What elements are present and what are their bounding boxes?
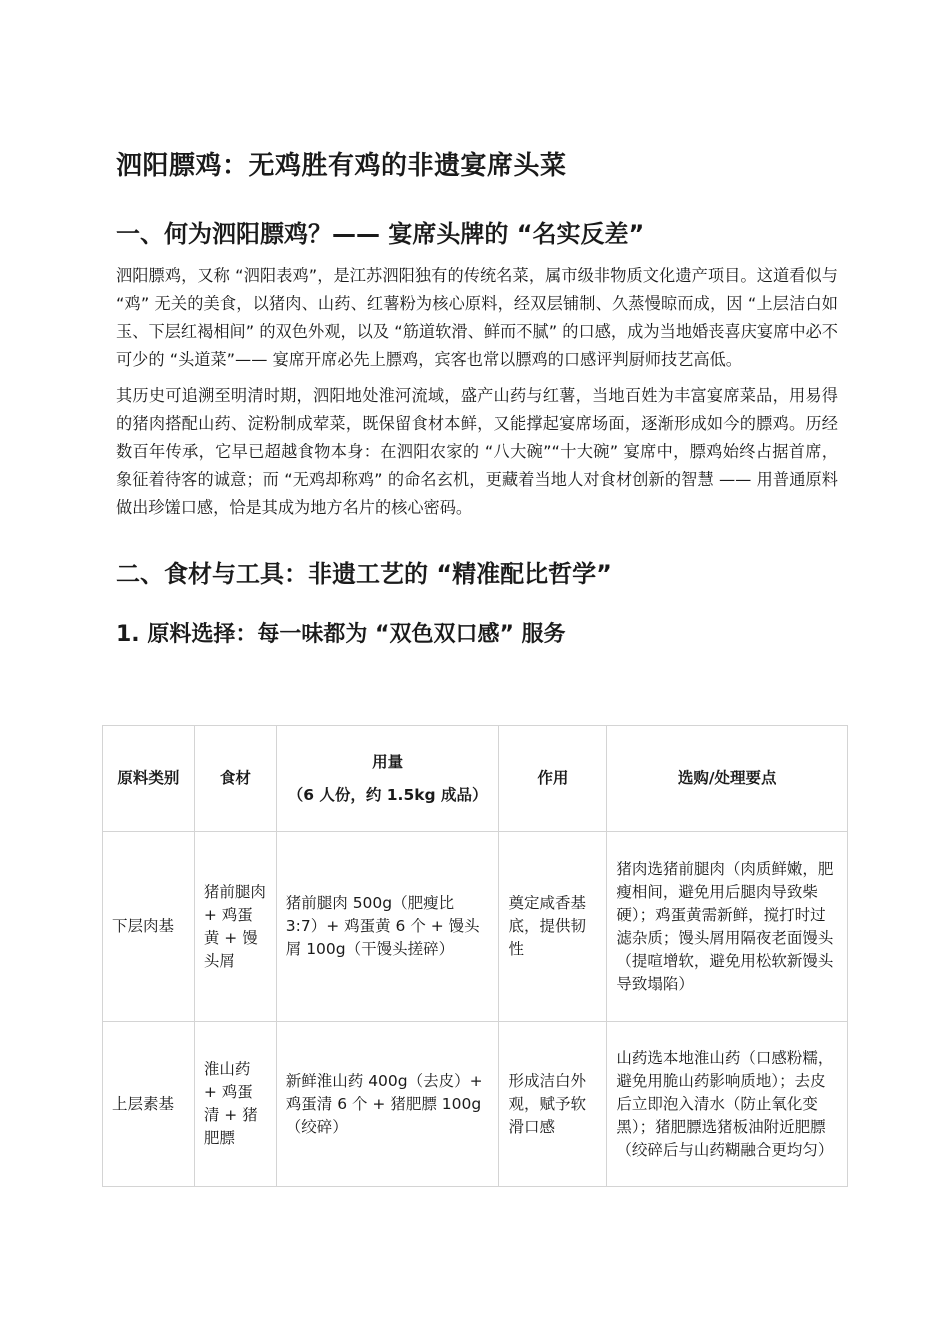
header-ingredient: 食材 — [194, 726, 276, 832]
ingredients-table — [102, 725, 848, 1187]
section-1-heading: 一、何为泗阳膘鸡？—— 宴席头牌的 “名实反差” — [116, 220, 645, 248]
header-role: 作用 — [499, 726, 607, 832]
cell-amount: 猪前腿肉 500g（肥瘦比 3:7）+ 鸡蛋黄 6 个 + 馒头屑 100g（干馒头搓碎） — [276, 832, 499, 1022]
cell-ingredient: 猪前腿肉 + 鸡蛋黄 + 馒头屑 — [194, 832, 276, 1022]
table-header-row — [103, 726, 848, 832]
cell-amount: 新鲜淮山药 400g（去皮）+ 鸡蛋清 6 个 + 猪肥膘 100g（绞碎） — [276, 1022, 499, 1187]
table-row — [103, 832, 848, 1022]
cell-tips: 猪肉选猪前腿肉（肉质鲜嫩，肥瘦相间，避免用后腿肉导致柴硬）；鸡蛋黄需新鲜，搅打时过滤杂质；馒头屑用隔夜老面馒头（提喧增软，避免用松软新馒头导致塌陷） — [607, 832, 848, 1022]
document-page — [116, 146, 838, 652]
header-amount-subtitle: （6 人份，约 1.5kg 成品） — [287, 785, 488, 804]
cell-category: 下层肉基 — [103, 832, 195, 1022]
section-1-paragraph-1: 泗阳膘鸡，又称 “泗阳表鸡”，是江苏泗阳独有的传统名菜，属市级非物质文化遗产项目。这道看似与 “鸡” 无关的美食，以猪肉、山药、红薯粉为核心原料，经双层铺制、久蒸慢晾而成，因 “上层洁白如玉、下层红褐相间” 的双色外观，以及 “筋道软滑、鲜而不腻” 的口感，成为当地婚丧喜庆宴席中必不可少的 “头道菜”—— 宴席开席必先上膘鸡，宾客也常以膘鸡的口感评判厨师技艺高低。 — [116, 266, 838, 369]
section-2-heading: 二、食材与工具：非遗工艺的 “精准配比哲学” — [116, 560, 612, 588]
header-amount-title: 用量 — [372, 752, 404, 771]
section-2-subheading: 1. 原料选择：每一味都为 “双色双口感” 服务 — [116, 622, 566, 647]
header-tips: 选购/处理要点 — [607, 726, 848, 832]
document-title: 泗阳膘鸡：无鸡胜有鸡的非遗宴席头菜 — [116, 151, 567, 181]
cell-ingredient: 淮山药 + 鸡蛋清 + 猪肥膘 — [194, 1022, 276, 1187]
header-amount — [276, 726, 499, 832]
section-1-paragraph-2: 其历史可追溯至明清时期，泗阳地处淮河流域，盛产山药与红薯，当地百姓为丰富宴席菜品，用易得的猪肉搭配山药、淀粉制成荤菜，既保留食材本鲜，又能撑起宴席场面，逐渐形成如今的膘鸡。历经数百年传承，它早已超越食物本身：在泗阳农家的 “八大碗”“十大碗” 宴席中，膘鸡始终占据首席，象征着待客的诚意；而 “无鸡却称鸡” 的命名玄机，更藏着当地人对食材创新的智慧 —— 用普通原料做出珍馐口感，恰是其成为地方名片的核心密码。 — [116, 386, 838, 517]
cell-role: 奠定咸香基底，提供韧性 — [499, 832, 607, 1022]
cell-tips: 山药选本地淮山药（口感粉糯，避免用脆山药影响质地）；去皮后立即泡入清水（防止氧化变黑）；猪肥膘选猪板油附近肥膘（绞碎后与山药糊融合更均匀） — [607, 1022, 848, 1187]
table-row — [103, 1022, 848, 1187]
cell-category: 上层素基 — [103, 1022, 195, 1187]
cell-role: 形成洁白外观，赋予软滑口感 — [499, 1022, 607, 1187]
header-category: 原料类别 — [103, 726, 195, 832]
